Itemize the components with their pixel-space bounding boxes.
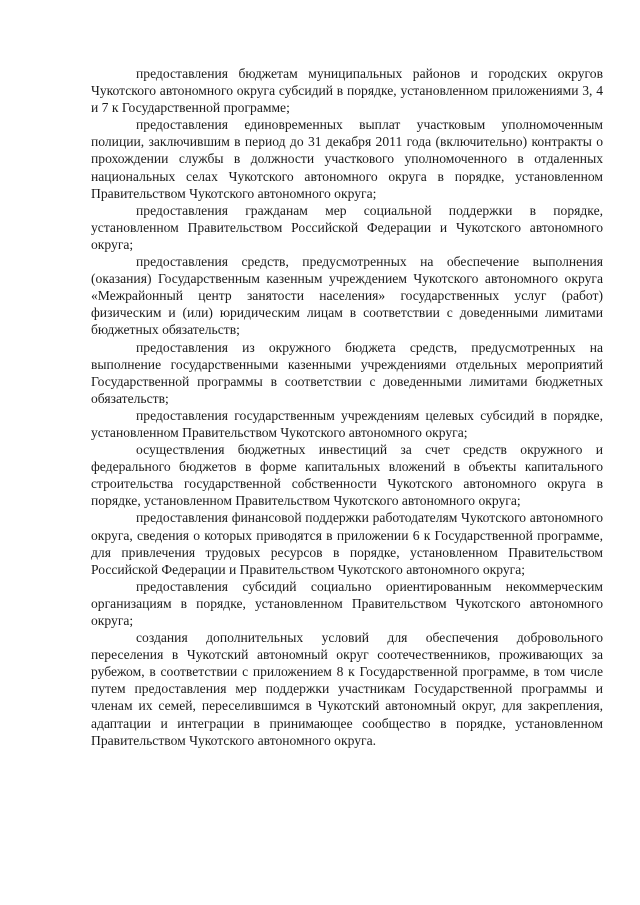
paragraph-compatriots-resettlement: создания дополнительных условий для обеспечения добровольного переселения в Чукотский автономный округ соотечественников, проживающих за рубежом, в соответствии с приложением 8 к Государственной программе, в том числе путем предоставления мер поддержки участникам Государственной программы и членам их семей, переселившимся в Чукотский автономный округ, для закрепления, адаптации и интеграции в принимающее сообщество в порядке, установленном Правительством Чукотского автономного округа.: [91, 630, 603, 748]
paragraph-employer-support: предоставления финансовой поддержки работодателям Чукотского автономного округа, сведения о которых приводятся в приложении 6 к Государственной программе, для привлечения трудовых ресурсов в порядке, установленном Правительством Российской Федерации и Правительством Чукотского автономного округа;: [91, 510, 603, 577]
paragraph-municipal-subsidies: предоставления бюджетам муниципальных районов и городских округов Чукотского автономного округа субсидий в порядке, установленном приложениями 3, 4 и 7 к Государственной программе;: [91, 66, 603, 116]
document-body: [91, 65, 603, 749]
paragraph-targeted-subsidies: предоставления государственным учреждениям целевых субсидий в порядке, установленном Правительством Чукотского автономного округа;: [91, 407, 603, 440]
paragraph-police-payments: предоставления единовременных выплат участковым уполномоченным полиции, заключившим в период до 31 декабря 2011 года (включительно) контракты о прохождении службы в должности участкового уполномоченного в отдаленных национальных селах Чукотского автономного округа в порядке, установленном Правительством Чукотского автономного округа;: [91, 117, 603, 201]
paragraph-nonprofit-subsidies: предоставления субсидий социально ориентированным некоммерческим организациям в порядке, установленном Правительством Чукотского автономного округа;: [91, 578, 603, 628]
paragraph-social-support: предоставления гражданам мер социальной поддержки в порядке, установленном Правительством Российской Федерации и Чукотского автономного округа;: [91, 202, 603, 252]
paragraph-state-institutions-funds: предоставления из окружного бюджета средств, предусмотренных на выполнение государственными казенными учреждениями отдельных мероприятий Государственной программы в соответствии с доведенными лимитами бюджетных обязательств;: [91, 339, 603, 406]
paragraph-capital-investments: осуществления бюджетных инвестиций за счет средств окружного и федерального бюджетов в форме капитальных вложений в объекты капитального строительства государственной собственности Чукотского автономного округа в порядке, установленном Правительством Чукотского автономного округа;: [91, 442, 603, 509]
paragraph-employment-center: предоставления средств, предусмотренных на обеспечение выполнения (оказания) Государственным казенным учреждением Чукотского автономного округа «Межрайонный центр занятости населения» государственных услуг (работ) физическим и (или) юридическим лицам в соответствии с доведенными лимитами бюджетных обязательств;: [91, 254, 603, 338]
